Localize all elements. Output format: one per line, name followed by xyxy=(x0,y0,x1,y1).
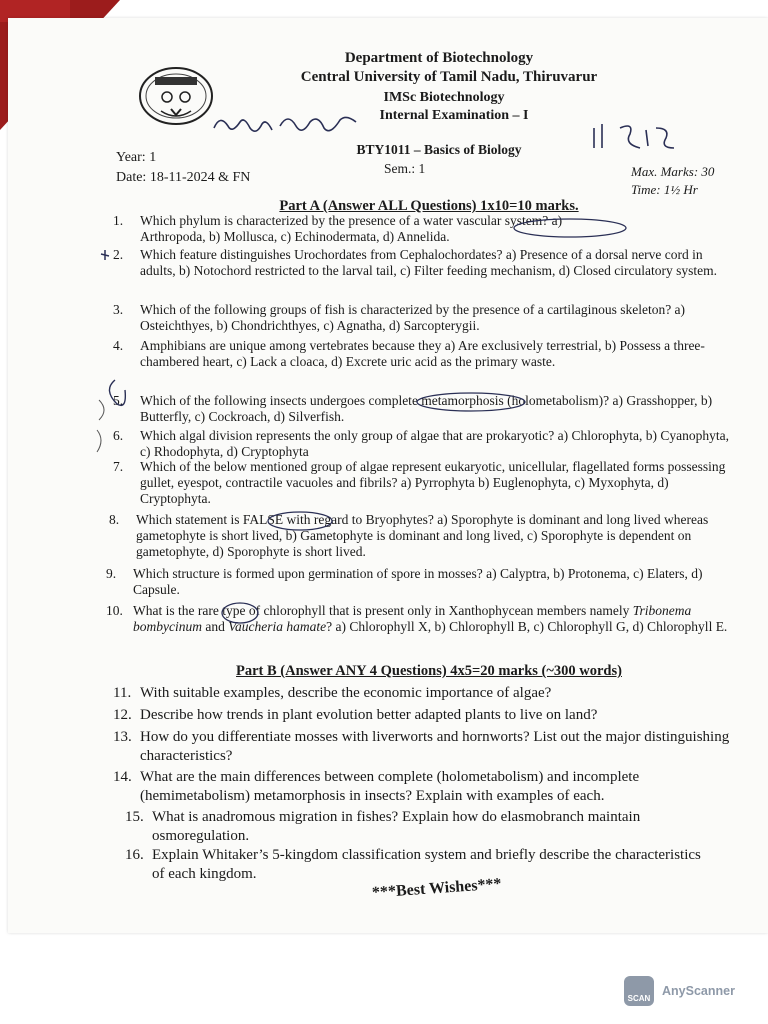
question-number: 2. xyxy=(113,247,124,262)
question-number: 7. xyxy=(113,459,124,474)
species-name: Vaucheria hamate xyxy=(228,619,327,634)
question-number: 6. xyxy=(113,428,124,443)
question-text: Which of the following groups of fish is characterized by the presence of a cartilaginous skeleton? a) Osteichthyes, b) Chondrichthyes, c) Agnatha, d) Sarcopterygii. xyxy=(140,302,686,333)
date-label: Date: 18-11-2024 & FN xyxy=(116,170,251,185)
question-number: 11. xyxy=(113,685,132,701)
question-13 xyxy=(113,728,760,766)
exam-title: Internal Examination – I xyxy=(379,108,529,123)
question-text: Which feature distinguishes Urochordates from Cephalochordates? a) Presence of a dorsal nerve cord in adults, b) Notochord restricted to the larval tail, c) Filter feeding mechanism, d) Closed circulatory system. xyxy=(140,247,717,278)
part-a-title: Part A (Answer ALL Questions) 1x10=10 marks. xyxy=(279,198,579,214)
question-8 xyxy=(109,512,740,560)
question-11 xyxy=(113,684,680,703)
species-name: Tribonema bombycinum xyxy=(133,603,692,634)
question-text: Which statement is FALSE with regard to Bryophytes? a) Sporophyte is dominant and long lived whereas gametophyte is short lived, b) Gametophyte is dominant and long lived, c) Sporophyte is dependent on gametophyte, d) Sporophyte is short lived. xyxy=(136,512,709,559)
question-3 xyxy=(113,302,730,334)
question-text: Explain Whitaker’s 5-kingdom classification system and briefly describe the characteristics of each kingdom. xyxy=(152,847,701,882)
question-text-part: and xyxy=(201,619,229,634)
question-text: Describe how trends in plant evolution better adapted plants to live on land? xyxy=(140,707,598,723)
scanner-watermark xyxy=(624,976,754,1006)
handwritten-score xyxy=(590,118,680,158)
question-6 xyxy=(113,428,730,460)
question-9 xyxy=(106,566,743,598)
question-text-part: ? a) Chlorophyll X, b) Chlorophyll B, c) Chlorophyll G, d) Chlorophyll E. xyxy=(326,619,728,634)
scanner-badge-text: SCAN xyxy=(627,994,651,1003)
question-number: 9. xyxy=(106,566,117,581)
question-text: With suitable examples, describe the economic importance of algae? xyxy=(140,685,552,701)
question-text-part: What is the rare type of chlorophyll that is present only in Xanthophycean members namely xyxy=(133,603,633,618)
part-b-title: Part B (Answer ANY 4 Questions) 4x5=20 marks (~300 words) xyxy=(236,663,622,679)
question-text: Which of the following insects undergoes complete metamorphosis (holometabolism)? a) Grasshopper, b) Butterfly, c) Cockroach, d) Silverfish. xyxy=(140,393,713,424)
department-name: Department of Biotechnology xyxy=(344,50,534,66)
handwritten-signature xyxy=(210,108,360,142)
question-text: What are the main differences between complete (holometabolism) and incomplete (hemimetabolism) metamorphosis in insects? Explain with examples of each. xyxy=(140,769,640,804)
question-number: 13. xyxy=(113,729,132,745)
question-text: How do you differentiate mosses with liverworts and hornworts? List out the major distinguishing characteristics? xyxy=(140,729,730,764)
university-name: Central University of Tamil Nadu, Thiruvarur xyxy=(300,69,598,85)
question-text: Which structure is formed upon germination of spore in mosses? a) Calyptra, b) Protonema, c) Elaters, d) Capsule. xyxy=(133,566,703,597)
question-number: 5. xyxy=(113,393,124,408)
question-5 xyxy=(113,393,720,425)
question-16 xyxy=(125,846,712,884)
course-title: BTY1011 – Basics of Biology xyxy=(356,142,522,157)
question-number: 14. xyxy=(113,769,132,785)
question-text xyxy=(133,603,749,635)
question-2 xyxy=(113,247,730,279)
max-marks: Max. Marks: 30 xyxy=(631,164,715,179)
question-14 xyxy=(113,768,740,806)
best-wishes: ***Best Wishes*** xyxy=(371,875,503,902)
question-text: Which of the below mentioned group of algae represent eukaryotic, unicellular, flagellated forms possessing gullet, eyespot, contractile vacuoles and fibrils? a) Pyrrophyta b) Euglenophyta, c) Myxophyta, d) Cryptophyta. xyxy=(140,459,726,506)
question-4 xyxy=(113,338,730,370)
question-number: 1. xyxy=(113,213,124,228)
question-number: 15. xyxy=(125,809,144,825)
question-1 xyxy=(113,213,630,245)
question-number: 8. xyxy=(109,512,120,527)
question-text: What is anadromous migration in fishes? Explain how do elasmobranch maintain osmoregulation. xyxy=(152,809,641,844)
scanner-name: AnyScanner xyxy=(662,984,735,998)
question-number: 3. xyxy=(113,302,124,317)
question-text: Amphibians are unique among vertebrates because they a) Are exclusively terrestrial, b) Possess a three-chambered heart, c) Lack a cloaca, d) Excrete uric acid as the primary waste. xyxy=(140,338,705,369)
question-text: Which algal division represents the only group of algae that are prokaryotic? a) Chlorophyta, b) Cyanophyta, c) Rhodophyta, d) Cryptophyta xyxy=(140,428,729,459)
scanner-logo-icon xyxy=(624,976,654,1006)
question-number: 12. xyxy=(113,707,132,723)
question-text: Which phylum is characterized by the presence of a water vascular system? a) Arthropoda, b) Mollusca, c) Echinodermata, d) Annelida. xyxy=(140,213,563,244)
question-number: 10. xyxy=(106,603,123,618)
question-15 xyxy=(125,808,732,846)
question-12 xyxy=(113,706,700,725)
question-number: 16. xyxy=(125,847,144,863)
question-number: 4. xyxy=(113,338,124,353)
time-allowed: Time: 1½ Hr xyxy=(631,182,698,197)
year-label: Year: 1 xyxy=(116,150,157,165)
semester: Sem.: 1 xyxy=(384,161,426,176)
question-7 xyxy=(113,459,732,507)
programme-name: IMSc Biotechnology xyxy=(383,90,505,105)
question-10 xyxy=(106,603,749,635)
